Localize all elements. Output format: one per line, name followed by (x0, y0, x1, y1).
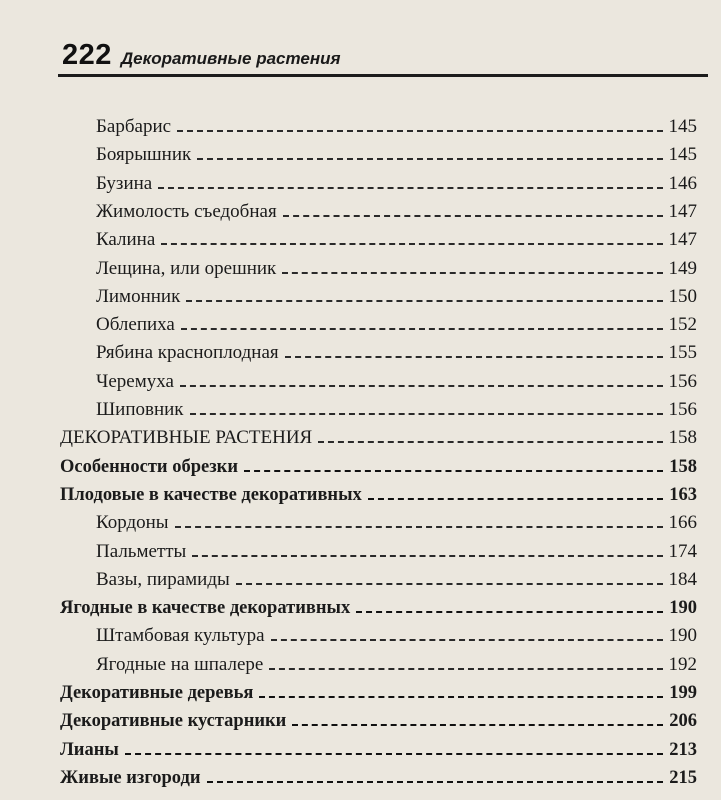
toc-entry-title: Барбарис (96, 116, 172, 137)
page-number: 222 (62, 39, 112, 71)
toc-entry (60, 595, 697, 621)
toc-entry-page-number: 190 (668, 625, 697, 647)
toc-dash-leader (158, 187, 663, 189)
toc-entry-title: Живые изгороди (60, 767, 201, 788)
toc-dash-leader (356, 611, 663, 613)
toc-entry-title: Плодовые в качестве декоративных (60, 484, 362, 505)
toc-entry-title: Рябина красноплодная (96, 342, 279, 364)
toc-dash-leader (177, 130, 663, 132)
toc-entry (96, 539, 697, 565)
toc-entry (96, 171, 697, 197)
toc-entry (60, 454, 697, 480)
toc-dash-leader (368, 498, 663, 500)
toc-entry-title: Пальметты (96, 540, 187, 562)
toc-entry-page-number: 158 (668, 427, 697, 449)
toc-entry-title: Черемуха (96, 370, 174, 392)
toc-entry-title: Ягодные на шпалере (96, 653, 264, 675)
toc-entry-title: ДЕКОРАТИВНЫЕ РАСТЕНИЯ (60, 427, 313, 449)
toc-entry-page-number: 156 (668, 399, 697, 420)
toc-entry (96, 340, 697, 366)
toc-dash-leader (207, 781, 663, 783)
toc-entry-page-number: 199 (669, 683, 697, 703)
toc-entry-title: Декоративные деревья (60, 683, 254, 703)
toc-dash-leader (190, 413, 663, 415)
toc-entry-title: Облепиха (96, 314, 175, 336)
toc-entry-page-number: 166 (668, 512, 697, 534)
toc-entry-title: Вазы, пирамиды (96, 568, 230, 590)
toc-entry (96, 114, 697, 140)
toc-dash-leader (175, 526, 663, 528)
toc-entry-title: Жимолость съедобная (96, 200, 277, 222)
toc-dash-leader (197, 158, 663, 160)
toc-dash-leader (269, 668, 663, 670)
toc-dash-leader (283, 215, 663, 217)
toc-entry (60, 680, 697, 706)
toc-entry-page-number: 206 (669, 711, 697, 732)
toc-entry-page-number: 155 (668, 342, 697, 364)
toc-entry-title: Штамбовая культура (96, 625, 265, 647)
toc-entry (96, 567, 697, 593)
toc-entry-title: Лещина, или орешник (96, 257, 277, 279)
toc-entry-title: Шиповник (96, 399, 184, 420)
toc-dash-leader (161, 243, 663, 245)
toc-entry (96, 397, 697, 423)
toc-entry-page-number: 156 (668, 370, 697, 392)
toc-entry (96, 312, 697, 338)
toc-entry-page-number: 146 (668, 172, 697, 194)
toc-entry-page-number: 213 (669, 739, 697, 760)
toc-entry-page-number: 149 (668, 257, 697, 279)
toc-dash-leader (236, 583, 663, 585)
toc-dash-leader (292, 724, 663, 726)
toc-dash-leader (181, 328, 663, 330)
toc-entry-page-number: 192 (668, 653, 697, 675)
toc-dash-leader (318, 441, 663, 443)
toc-entry-title: Калина (96, 229, 156, 251)
toc-entry-page-number: 147 (668, 200, 697, 222)
toc-dash-leader (285, 356, 663, 358)
toc-entry-page-number: 145 (668, 144, 697, 166)
toc-dash-leader (282, 272, 663, 274)
toc-entry-page-number: 190 (669, 598, 697, 619)
toc-entry-page-number: 174 (668, 540, 697, 562)
toc-entry (60, 737, 697, 763)
toc-dash-leader (125, 753, 663, 755)
toc-entry-title: Бузина (96, 172, 153, 194)
toc-entry-title: Кордоны (96, 512, 169, 534)
toc-entry (96, 652, 697, 678)
toc-entry (96, 510, 697, 536)
toc-entry-title: Лимонник (96, 285, 181, 307)
toc-entry (96, 227, 697, 253)
toc-entry (96, 284, 697, 310)
toc-dash-leader (186, 300, 663, 302)
toc-entry (96, 623, 697, 649)
toc-entry (96, 369, 697, 395)
toc-entry-title: Боярышник (96, 144, 192, 166)
toc-dash-leader (271, 639, 663, 641)
toc-dash-leader (180, 385, 663, 387)
toc-entry-page-number: 150 (668, 285, 697, 307)
toc-entry-title: Ягодные в качестве декоративных (60, 598, 351, 619)
toc-entry (96, 256, 697, 282)
toc-entry-page-number: 147 (668, 229, 697, 251)
toc-entry (96, 142, 697, 168)
toc-dash-leader (244, 470, 663, 472)
toc-entry-page-number: 152 (668, 314, 697, 336)
toc-entry-page-number: 145 (668, 116, 697, 137)
toc-entry-title: Декоративные кустарники (60, 711, 287, 732)
toc-entry-page-number: 158 (669, 456, 697, 477)
toc-entry (60, 708, 697, 734)
toc-dash-leader (259, 696, 663, 698)
toc-entry-title: Лианы (60, 739, 119, 760)
toc-entry (60, 425, 697, 451)
toc-entry-page-number: 215 (669, 767, 697, 788)
toc-dash-leader (192, 555, 663, 557)
toc-entry-page-number: 163 (669, 484, 697, 505)
toc-entry (60, 765, 697, 791)
toc-entry (60, 482, 697, 508)
running-title: Декоративные растения (120, 49, 341, 68)
toc-entry-page-number: 184 (668, 568, 697, 590)
toc-entry (96, 199, 697, 225)
toc-entry-title: Особенности обрезки (60, 456, 238, 477)
